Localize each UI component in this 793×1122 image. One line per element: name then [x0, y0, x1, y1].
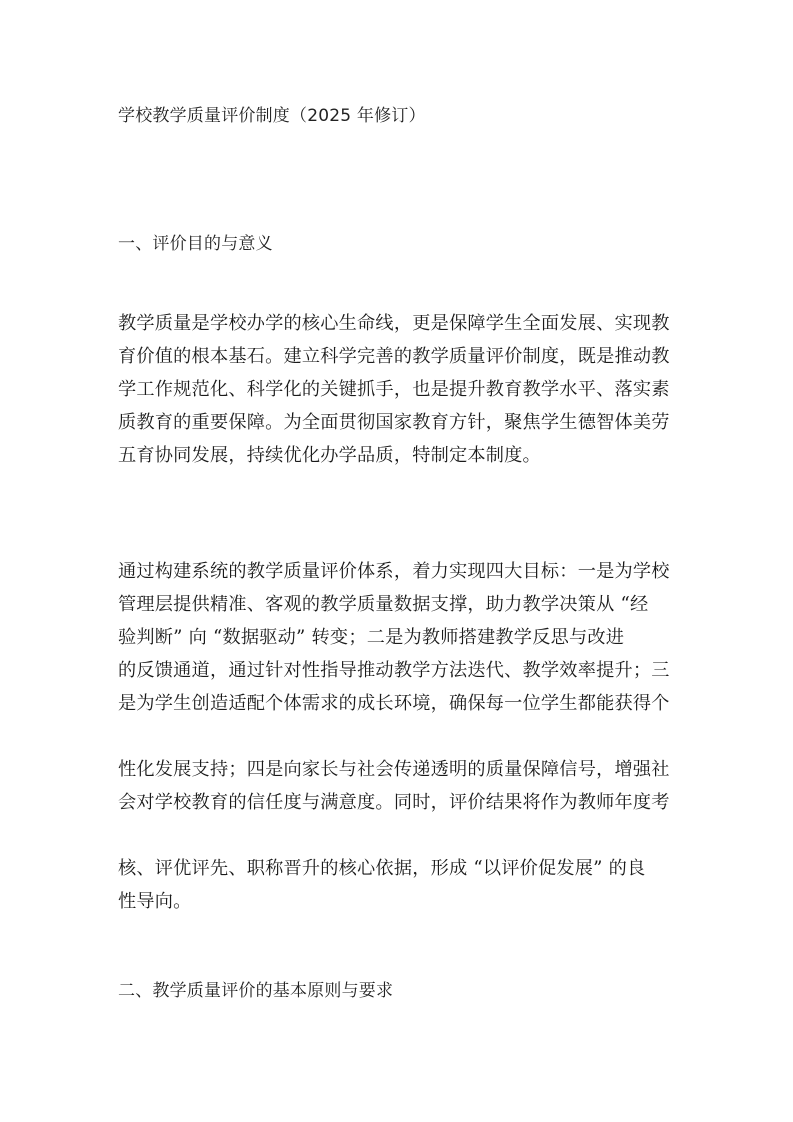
paragraph-line: 学工作规范化、科学化的关键抓手，也是提升教育教学水平、落实素: [118, 379, 670, 400]
paragraph-line: 性化发展支持；四是向家长与社会传递透明的质量保障信号，增强社: [118, 759, 670, 780]
paragraph-line: 核、评优评先、职称晋升的核心依据，形成 “以评价促发展” 的良: [118, 858, 646, 879]
section-heading-1: 一、评价目的与意义: [118, 234, 273, 254]
paragraph-line: 教学质量是学校办学的核心生命线，更是保障学生全面发展、实现教: [118, 313, 670, 334]
paragraph-line: 育价值的根本基石。建立科学完善的教学质量评价制度，既是推动教: [118, 346, 670, 367]
paragraph-line: 的反馈通道，通过针对性指导推动教学方法迭代、教学效率提升；三: [118, 660, 670, 681]
paragraph-line: 质教育的重要保障。为全面贯彻国家教育方针，聚焦学生德智体美劳: [118, 412, 670, 433]
paragraph-line: 是为学生创造适配个体需求的成长环境，确保每一位学生都能获得个: [118, 693, 670, 714]
paragraph-line: 性导向。: [118, 891, 192, 912]
paragraph-line: 五育协同发展，持续优化办学品质，特制定本制度。: [118, 445, 541, 466]
document-title: 学校教学质量评价制度（2025 年修订）: [118, 106, 426, 126]
paragraph-line: 验判断” 向 “数据驱动” 转变；二是为教师搭建教学反思与改进: [118, 627, 625, 648]
paragraph-line: 管理层提供精准、客观的教学质量数据支撑，助力教学决策从 “经: [118, 594, 649, 615]
paragraph-line: 通过构建系统的教学质量评价体系，着力实现四大目标：一是为学校: [118, 561, 670, 582]
section-heading-2: 二、教学质量评价的基本原则与要求: [118, 981, 394, 1001]
paragraph-line: 会对学校教育的信任度与满意度。同时，评价结果将作为教师年度考: [118, 792, 670, 813]
